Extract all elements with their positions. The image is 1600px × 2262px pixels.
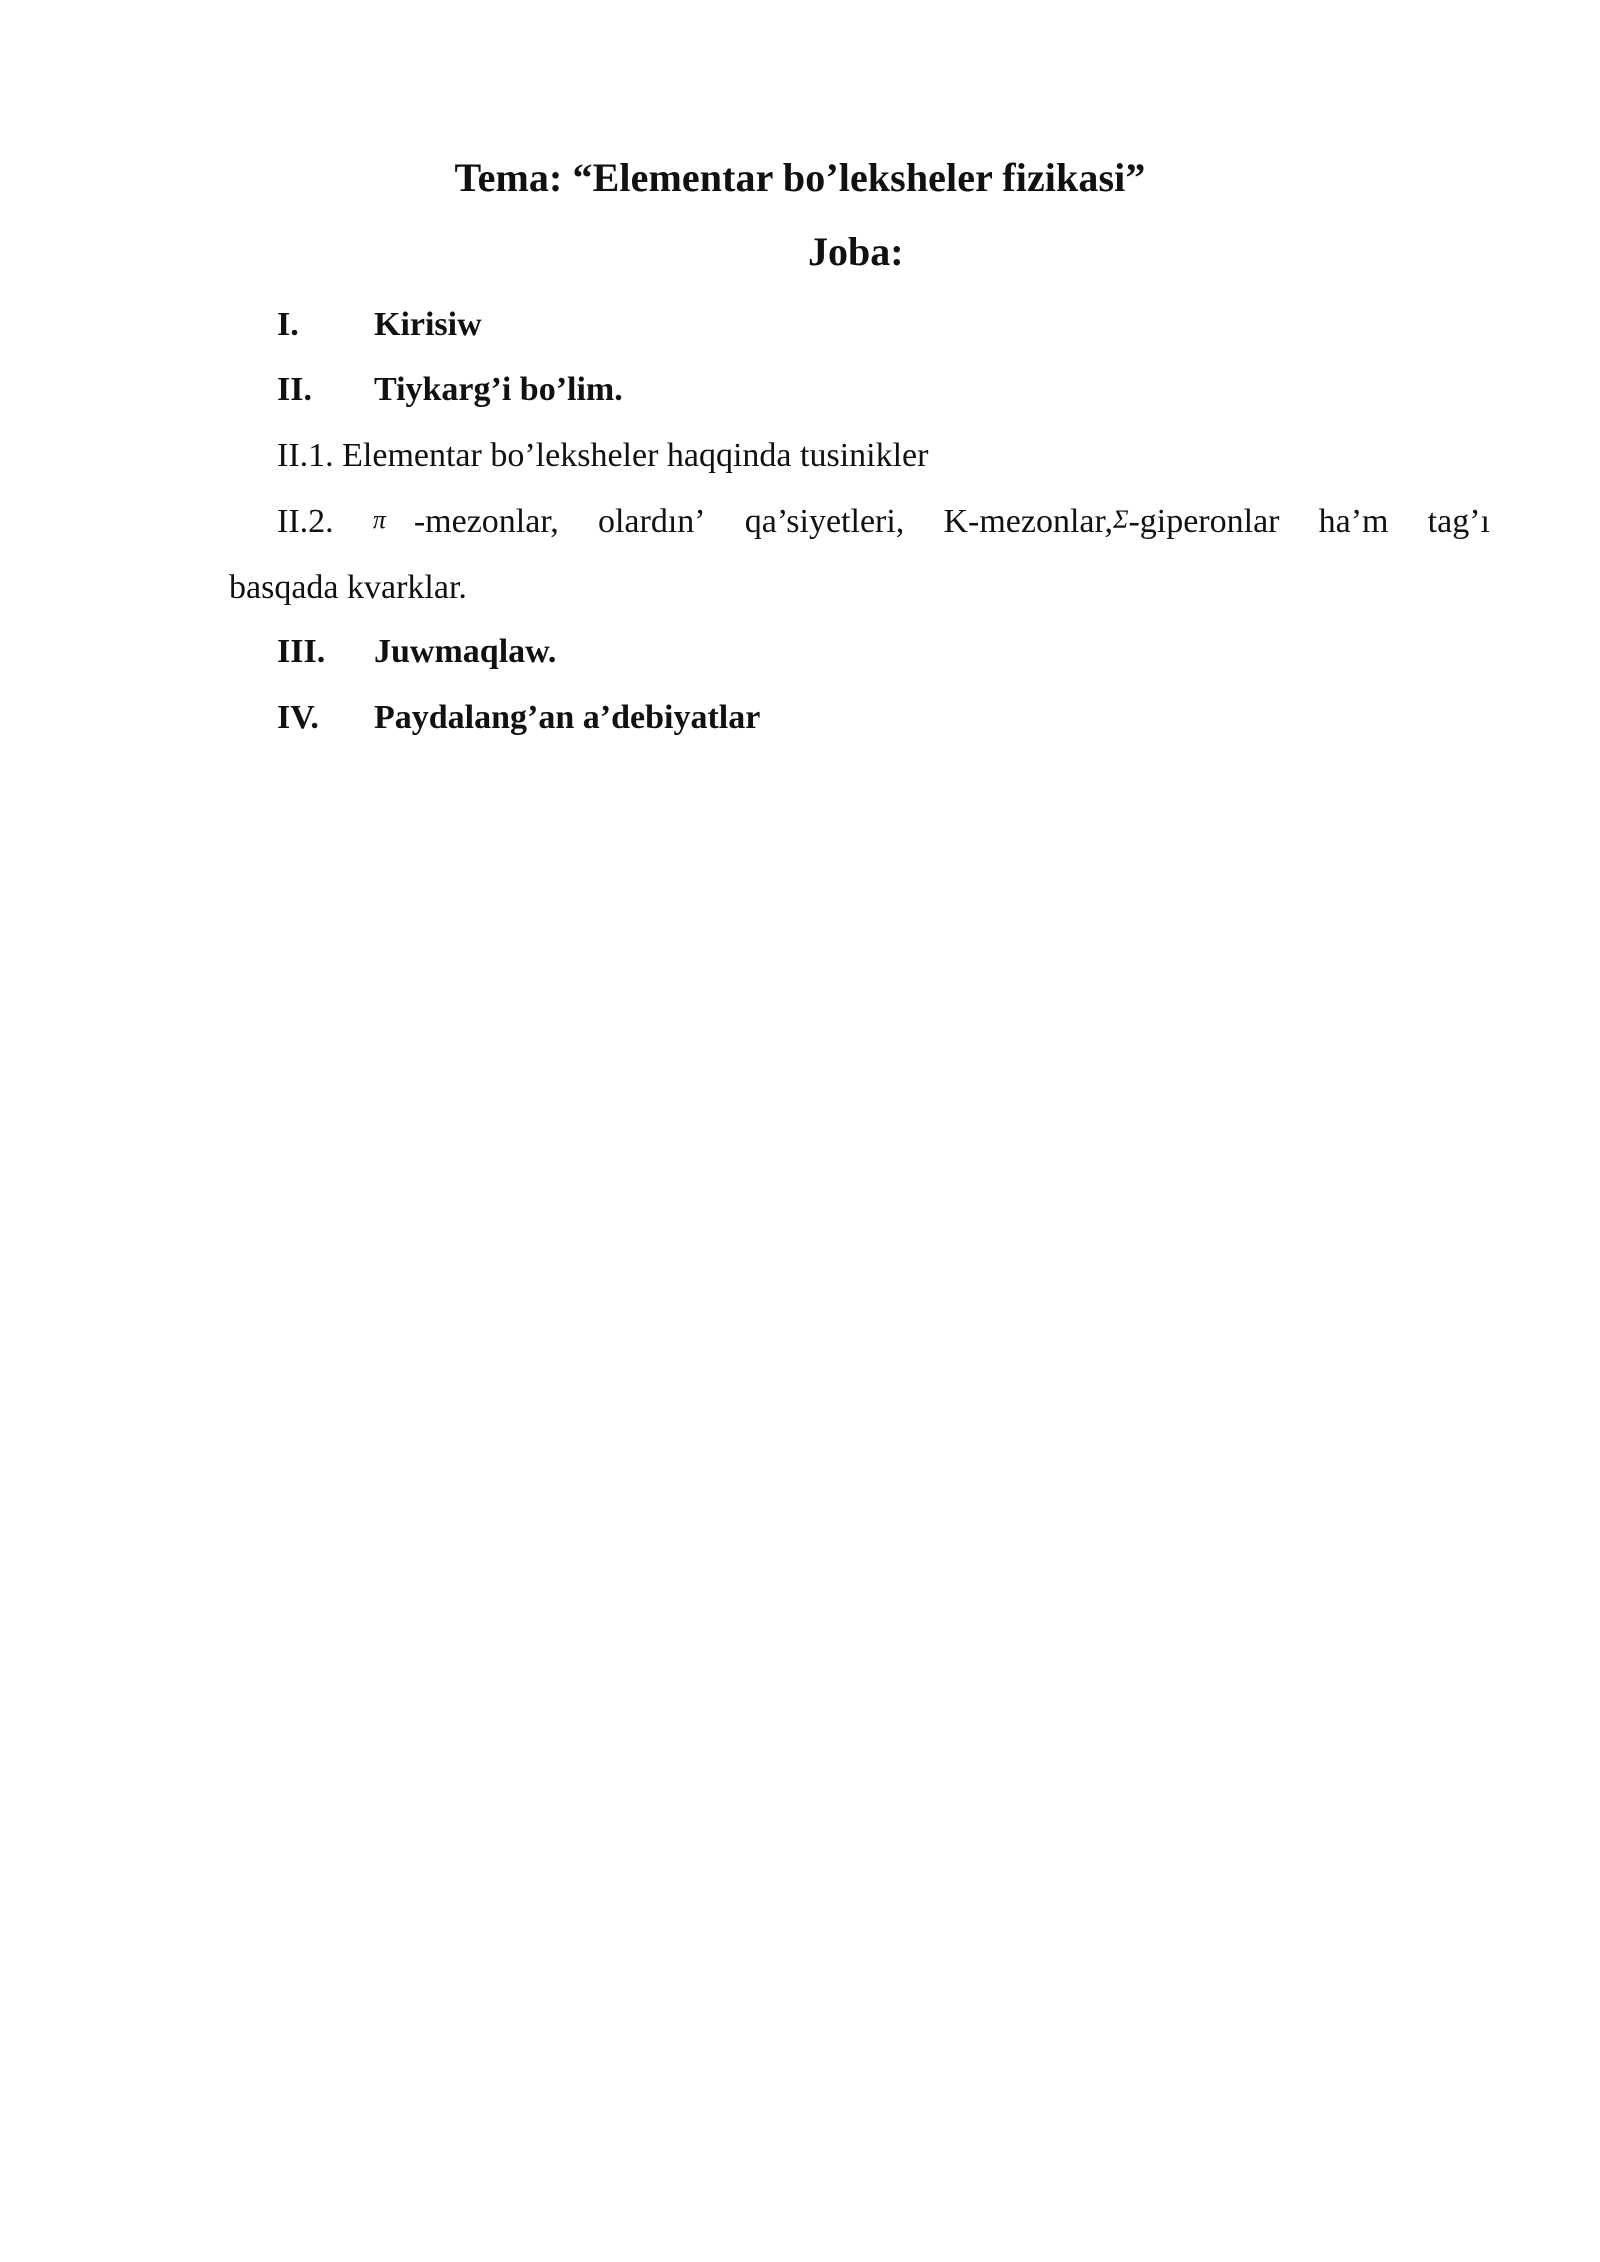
plan-item-label: Tiykarg’i bo’lim. <box>374 371 623 408</box>
subitem-number: II.2. <box>277 503 334 540</box>
subitem-word: ha’m <box>1318 503 1389 540</box>
plan-item-2 <box>277 368 623 412</box>
plan-item-1 <box>277 303 482 347</box>
plan-item-label: Paydalang’an a’debiyatlar <box>374 699 761 736</box>
plan-item-3 <box>277 630 556 674</box>
plan-heading: Joba: <box>808 229 904 274</box>
subitem-word: qa’siyetleri, <box>744 503 905 540</box>
plan-subitem-2 <box>277 500 1490 546</box>
pi-symbol: π <box>372 505 386 534</box>
plan-subitem-2-continuation: basqada kvarklar. <box>229 569 467 606</box>
plan-item-label: Kirisiw <box>374 306 482 343</box>
plan-item-4 <box>277 696 760 740</box>
plan-item-label: Juwmaqlaw. <box>374 633 557 670</box>
plan-item-number: III. <box>277 633 326 670</box>
plan-item-number: IV. <box>277 699 319 736</box>
plan-item-number: I. <box>277 306 299 343</box>
subitem-word: tag’ı <box>1427 503 1490 540</box>
sigma-symbol: Σ <box>1112 505 1129 534</box>
plan-subitem-1: II.1. Elementar bo’leksheler haqqinda tusinikler <box>277 437 929 474</box>
plan-item-number: II. <box>277 371 312 408</box>
document-title: Tema: “Elementar bo’leksheler fizikasi” <box>454 155 1146 200</box>
subitem-word: -mezonlar, <box>413 503 559 540</box>
subitem-word: -giperonlar <box>1128 503 1280 540</box>
subitem-word: olardın’ <box>597 503 706 540</box>
subitem-word: K-mezonlar, <box>943 503 1113 540</box>
